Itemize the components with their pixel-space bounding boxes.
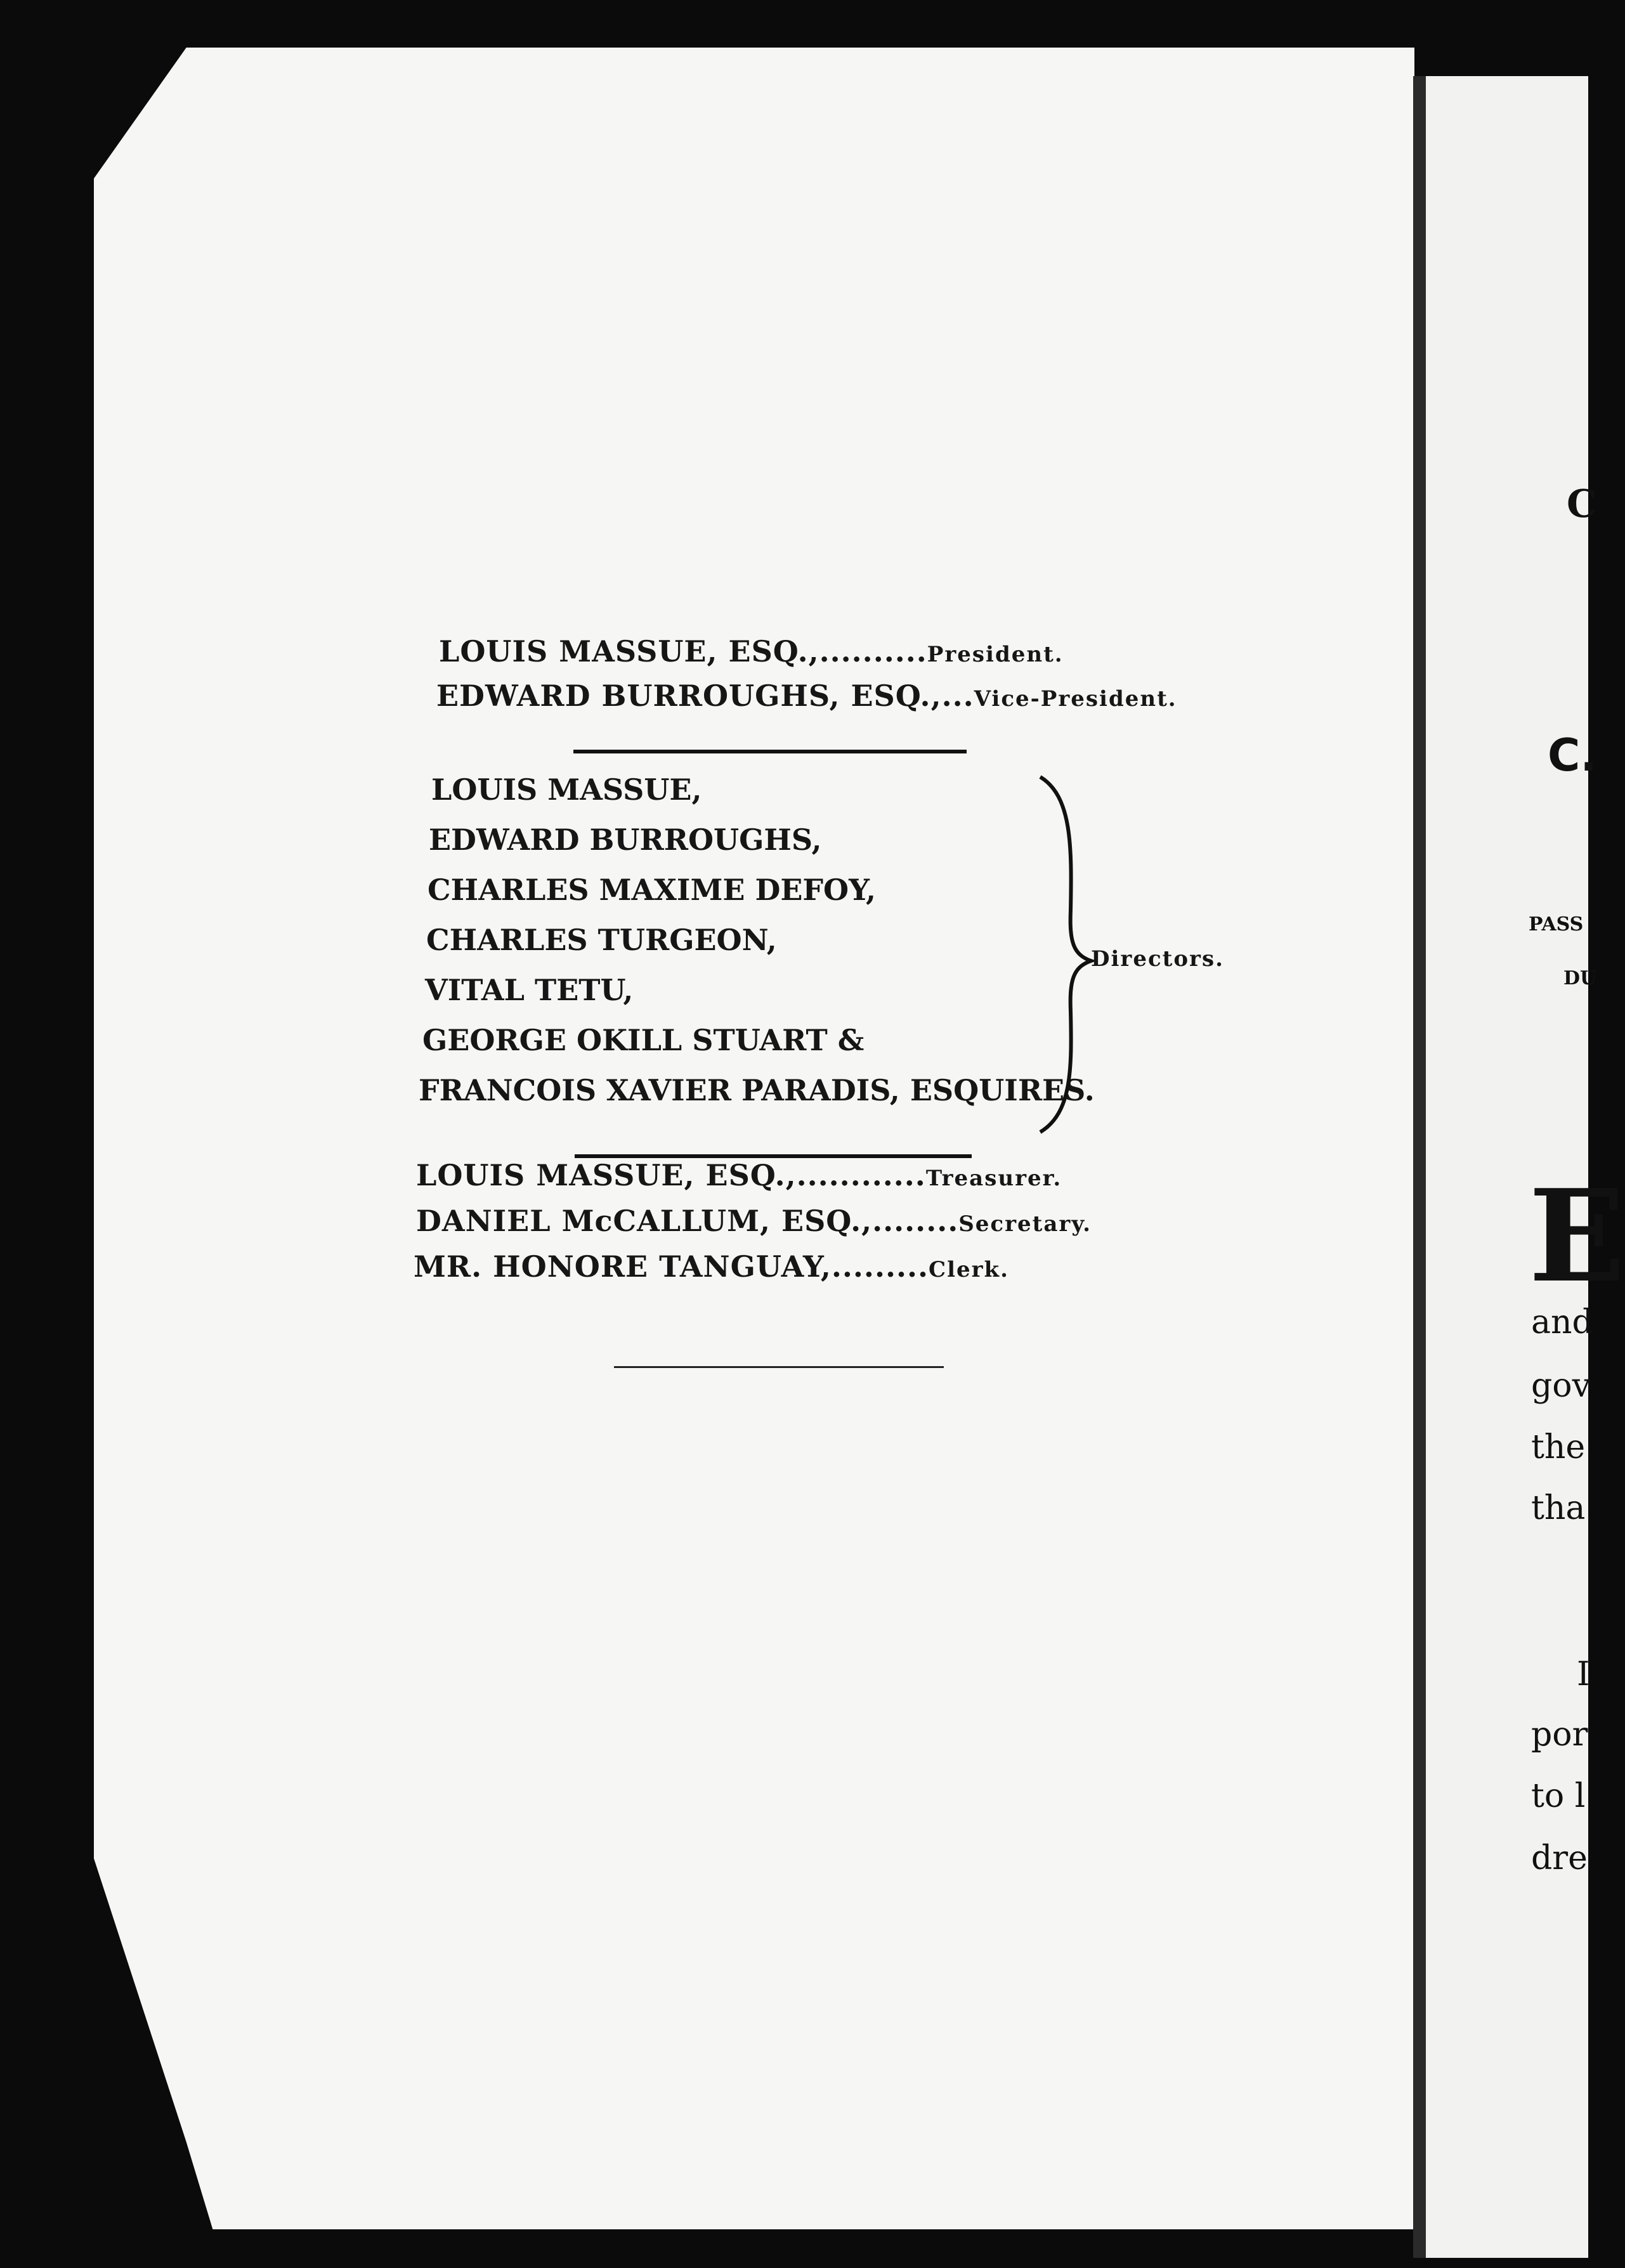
drop-cap: E xyxy=(1529,1162,1625,1311)
right-fragment: DU xyxy=(1563,967,1597,989)
directors-label: Directors. xyxy=(1091,946,1224,972)
officer-president: LOUIS MASSUE, ESQ.,..........President. xyxy=(439,634,1064,668)
right-fragment: PASS xyxy=(1529,913,1584,935)
director-name: LOUIS MASSUE, xyxy=(431,772,702,807)
divider-rule-top xyxy=(573,750,967,753)
director-name: VITAL TETU, xyxy=(425,973,634,1007)
directors-brace xyxy=(1034,771,1097,1138)
right-line: dre xyxy=(1531,1839,1588,1877)
divider-rule-bottom xyxy=(614,1366,944,1368)
director-name: CHARLES TURGEON, xyxy=(426,923,777,957)
right-line: to l xyxy=(1531,1777,1586,1815)
book-gutter xyxy=(1413,76,1426,2258)
right-line: tha xyxy=(1531,1489,1586,1527)
director-name: EDWARD BURROUGHS, xyxy=(429,823,822,857)
right-fragment: C xyxy=(1567,482,1597,526)
left-page xyxy=(94,48,1414,2229)
right-line: por xyxy=(1531,1716,1588,1754)
officer-vice-president: EDWARD BURROUGHS, ESQ.,...Vice-President. xyxy=(436,679,1177,713)
right-line: and xyxy=(1531,1303,1593,1341)
right-line: the xyxy=(1531,1428,1586,1466)
right-line: gov xyxy=(1531,1367,1591,1405)
officer-clerk: MR. HONORE TANGUAY,.........Clerk. xyxy=(414,1249,1009,1284)
right-line: I xyxy=(1577,1655,1590,1693)
officer-treasurer: LOUIS MASSUE, ESQ.,............Treasurer. xyxy=(416,1158,1062,1192)
director-name: FRANCOIS XAVIER PARADIS, ESQUIRES. xyxy=(419,1073,1095,1107)
director-name: GEORGE OKILL STUART & xyxy=(422,1023,865,1057)
right-fragment: C. xyxy=(1548,729,1597,781)
director-name: CHARLES MAXIME DEFOY, xyxy=(427,873,877,907)
officer-secretary: DANIEL McCALLUM, ESQ.,........Secretary. xyxy=(416,1204,1092,1238)
